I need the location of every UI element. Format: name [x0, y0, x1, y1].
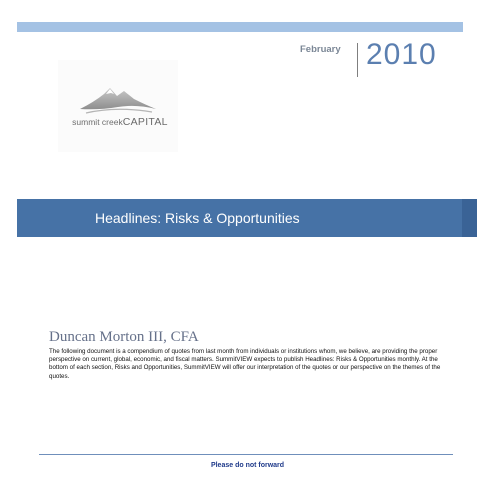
company-name-part1: summit creek	[72, 117, 123, 127]
title-banner-edge	[462, 199, 477, 237]
author-name: Duncan Morton III, CFA	[49, 329, 199, 345]
issue-year: 2010	[366, 38, 437, 71]
intro-paragraph: The following document is a compendium of quotes from last month from individuals or institutions whom, we believe, are providing the proper perspective on current, global, economic, and fiscal matters. SummitVIEW expects to publish Headlines: Risks & Opportunities monthly. At the bottom of each section, Risks and Opportunities, SummitVIEW will offer our interpretation of the quotes or our perspective on the themes of the quotes.	[49, 348, 441, 380]
company-logo	[58, 60, 178, 152]
date-divider	[357, 43, 358, 77]
company-name	[64, 116, 176, 128]
mountain-logo-icon	[76, 82, 160, 116]
document-title: Headlines: Risks & Opportunities	[95, 210, 300, 226]
footer-divider	[39, 454, 453, 455]
footer-note: Please do not forward	[210, 462, 285, 469]
top-accent-bar	[17, 22, 463, 32]
issue-month: February	[300, 44, 341, 55]
company-name-part2: CAPITAL	[122, 116, 168, 128]
